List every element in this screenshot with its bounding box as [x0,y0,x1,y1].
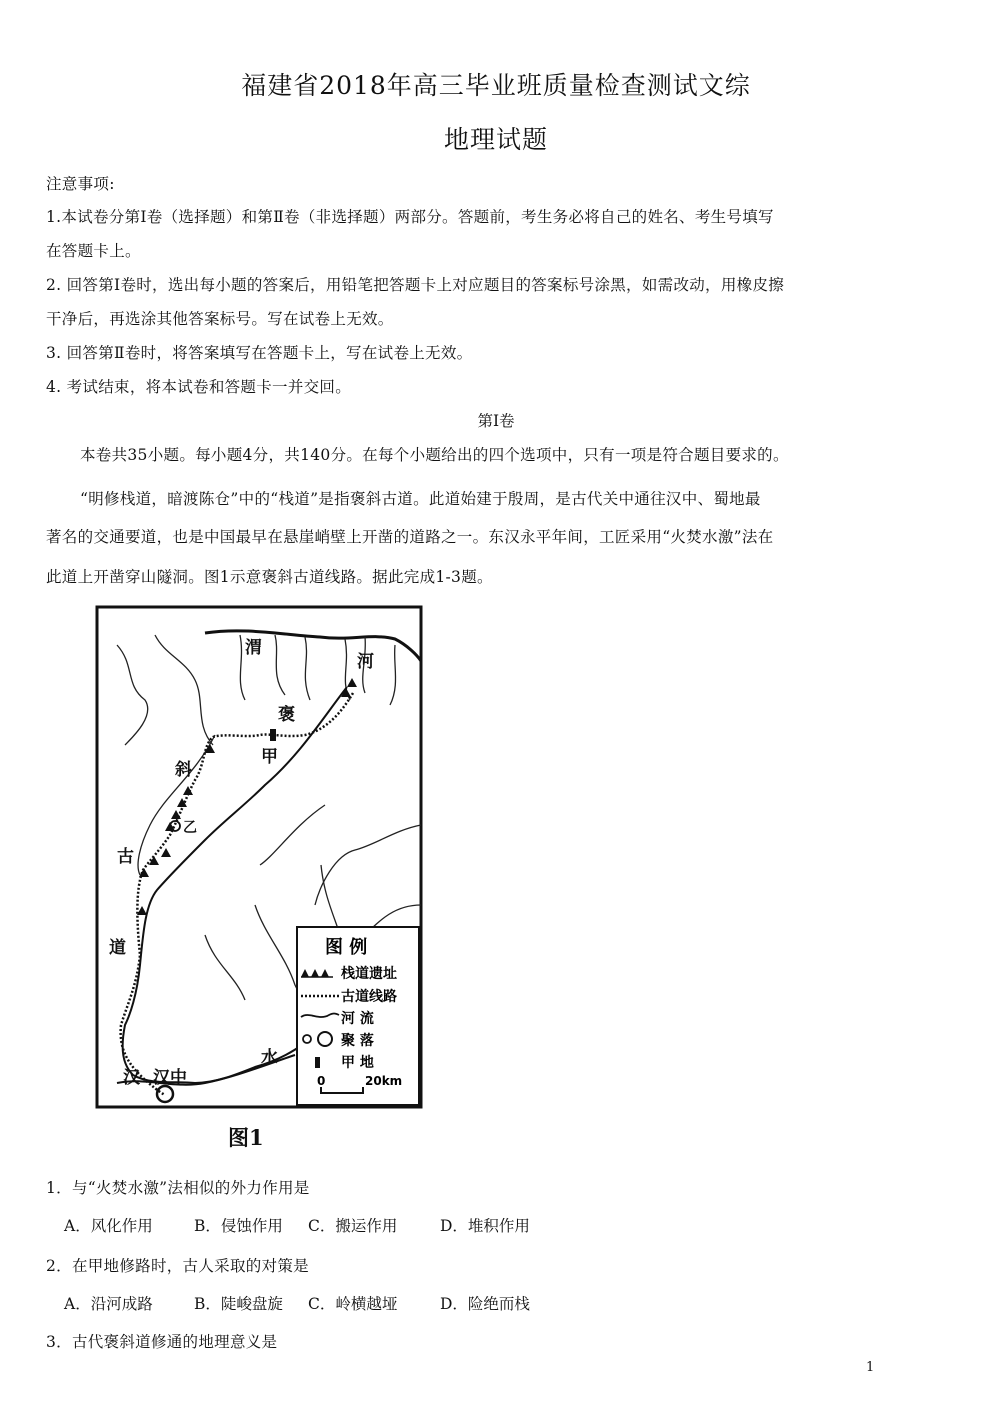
label-wei: 渭 [245,638,262,658]
passage-line: 著名的交通要道，也是中国最早在悬崖峭壁上开凿的道路之一。东汉永平年间，工匠采用“火焚水激”法在 [46,528,774,546]
notice-item: 干净后，再选涂其他答案标号。写在试卷上无效。 [46,310,394,328]
question-stem: 3．古代褒斜道修通的地理意义是 [46,1333,278,1351]
question-option: B．陡峻盘旋 [194,1295,283,1313]
passage-line: “明修栈道，暗渡陈仓”中的“栈道”是指褒斜古道。此道始建于殷周，是古代关中通往汉中、蜀地最 [80,490,761,508]
section-intro: 本卷共35小题。每小题4分，共140分。在每个小题给出的四个选项中，只有一项是符合题目要求的。 [80,446,789,464]
question-option: D．堆积作用 [440,1217,530,1235]
label-he: 河 [357,652,374,672]
question-option: C．岭横越垭 [308,1295,398,1313]
map-legend [297,927,419,1105]
question-option: B．侵蚀作用 [194,1217,283,1235]
scale-end: 20km [365,1074,403,1088]
scale-zero: 0 [317,1074,326,1088]
page-number: 1 [866,1360,875,1375]
legend-item: 栈道遗址 [341,966,397,982]
legend-title: 图 例 [325,937,368,958]
question-stem: 2．在甲地修路时，古人采取的对策是 [46,1257,309,1275]
section-title: 第Ⅰ卷 [477,412,515,430]
notice-heading: 注意事项: [46,175,115,193]
page-subtitle: 地理试题 [443,125,548,154]
label-gu: 古 [117,847,134,867]
passage-line: 此道上开凿穿山隧洞。图1示意褒斜古道线路。据此完成1-3题。 [46,568,493,586]
notice-item: 2. 回答第Ⅰ卷时，选出每小题的答案后，用铅笔把答题卡上对应题目的答案标号涂黑，如需改动，用橡皮擦 [46,276,785,294]
notice-item: 4. 考试结束，将本试卷和答题卡一并交回。 [46,378,352,396]
label-jia: 甲 [261,747,278,767]
legend-item: 甲 地 [341,1055,374,1071]
label-bao: 褒 [278,705,295,725]
page-title: 福建省2018年高三毕业班质量检查测试文综 [241,71,751,100]
label-xie: 斜 [175,760,192,780]
notice-item: 3. 回答第Ⅱ卷时，将答案填写在答题卡上，写在试卷上无效。 [46,344,473,362]
question-option: A．沿河成路 [64,1295,153,1313]
notice-item: 1.本试卷分第Ⅰ卷（选择题）和第Ⅱ卷（非选择题）两部分。答题前，考生务必将自己的姓名、考生号填写 [46,208,774,226]
label-hanzhong: 汉中 [153,1068,187,1088]
label-han: 汉 [123,1068,140,1088]
legend-item: 聚 落 [341,1033,374,1049]
question-option: D．险绝而栈 [440,1295,530,1313]
jia-site-marker [270,729,276,741]
notice-item: 在答题卡上。 [46,242,141,260]
label-yi: 乙 [183,820,197,836]
question-stem: 1．与“火焚水激”法相似的外力作用是 [46,1179,310,1197]
route-map [95,605,425,1111]
legend-item: 河 流 [341,1011,374,1027]
figure-caption: 图1 [228,1125,264,1150]
question-option: A．风化作用 [64,1217,153,1235]
legend-jia-symbol [315,1057,320,1068]
question-option: C．搬运作用 [308,1217,398,1235]
label-shui: 水 [261,1048,278,1068]
legend-item: 古道线路 [341,989,397,1005]
label-dao: 道 [109,938,126,958]
